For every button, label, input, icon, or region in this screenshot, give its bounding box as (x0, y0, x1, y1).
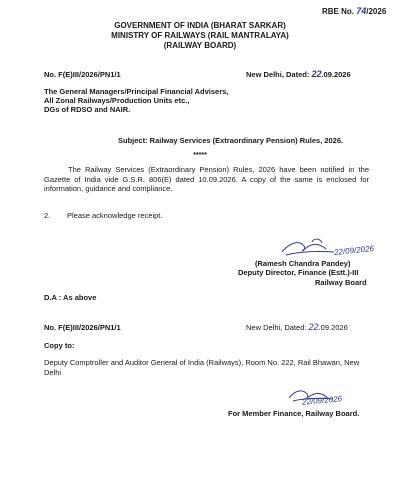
body-paragraph: The Railway Services (Extraordinary Pension) Rules, 2026 have been notified in the Gazette of India vide G.S.R. 806(E) dated 10.09.2026. A copy of the same is enclosed for information, guidance and compliance. (44, 165, 369, 193)
addressee-line-2: All Zonal Railways/Production Units etc., (44, 96, 190, 105)
para-2-text: Please acknowledge receipt. (67, 211, 163, 220)
date-handwritten-day: 22 (311, 69, 322, 79)
date-suffix: .09.2026 (321, 70, 351, 79)
copy-to-label: Copy to: (44, 341, 75, 350)
signatory-office: Railway Board (315, 278, 367, 287)
letter-number: No. F(E)III/2026/PN1/1 (44, 70, 121, 79)
copy-date-suffix: .09.2026 (318, 323, 348, 332)
copy-date-prefix: New Delhi, Dated: (246, 323, 307, 332)
rbe-year: /2026 (366, 7, 387, 16)
signature-2-date: 22/09/2026 (301, 394, 343, 407)
para-2-number: 2. (44, 211, 51, 220)
copy-recipient: Deputy Comptroller and Auditor General of India (Railways), Room No. 222, Rail Bhawan, New Delhi (44, 358, 360, 377)
addressee-line-1: The General Managers/Principal Financial Advisers, (44, 87, 229, 96)
date-prefix: New Delhi, Dated: (246, 70, 310, 79)
copy-signatory: For Member Finance, Railway Board. (228, 409, 360, 418)
rbe-number (322, 6, 386, 17)
letterhead-line-3: (RAILWAY BOARD) (163, 41, 237, 50)
letterhead-line-2: MINISTRY OF RAILWAYS (RAIL MANTRALAYA) (111, 31, 289, 40)
copy-letter-date (246, 323, 348, 333)
addressee-line-3: DGs of RDSO and NAIR. (44, 105, 131, 114)
rbe-handwritten-number: 74 (356, 6, 367, 16)
signatory-designation: Deputy Director, Finance (Estt.)-III (238, 268, 359, 277)
copy-date-handwritten-day: 22 (308, 322, 319, 332)
separator-stars: ***** (193, 152, 207, 159)
signature-1-date: 22/09/2026 (333, 243, 375, 258)
signatory-name: (Ramesh Chandra Pandey) (255, 259, 351, 268)
letterhead-line-1: GOVERNMENT OF INDIA (BHARAT SARKAR) (114, 21, 286, 30)
subject-line: Subject: Railway Services (Extraordinary Pension) Rules, 2026. (118, 136, 344, 145)
copy-letter-number: No. F(E)III/2026/PN1/1 (44, 323, 121, 332)
letter-date (246, 70, 351, 80)
rbe-label: RBE No. (322, 7, 354, 16)
enclosure-note: D.A : As above (44, 293, 97, 302)
